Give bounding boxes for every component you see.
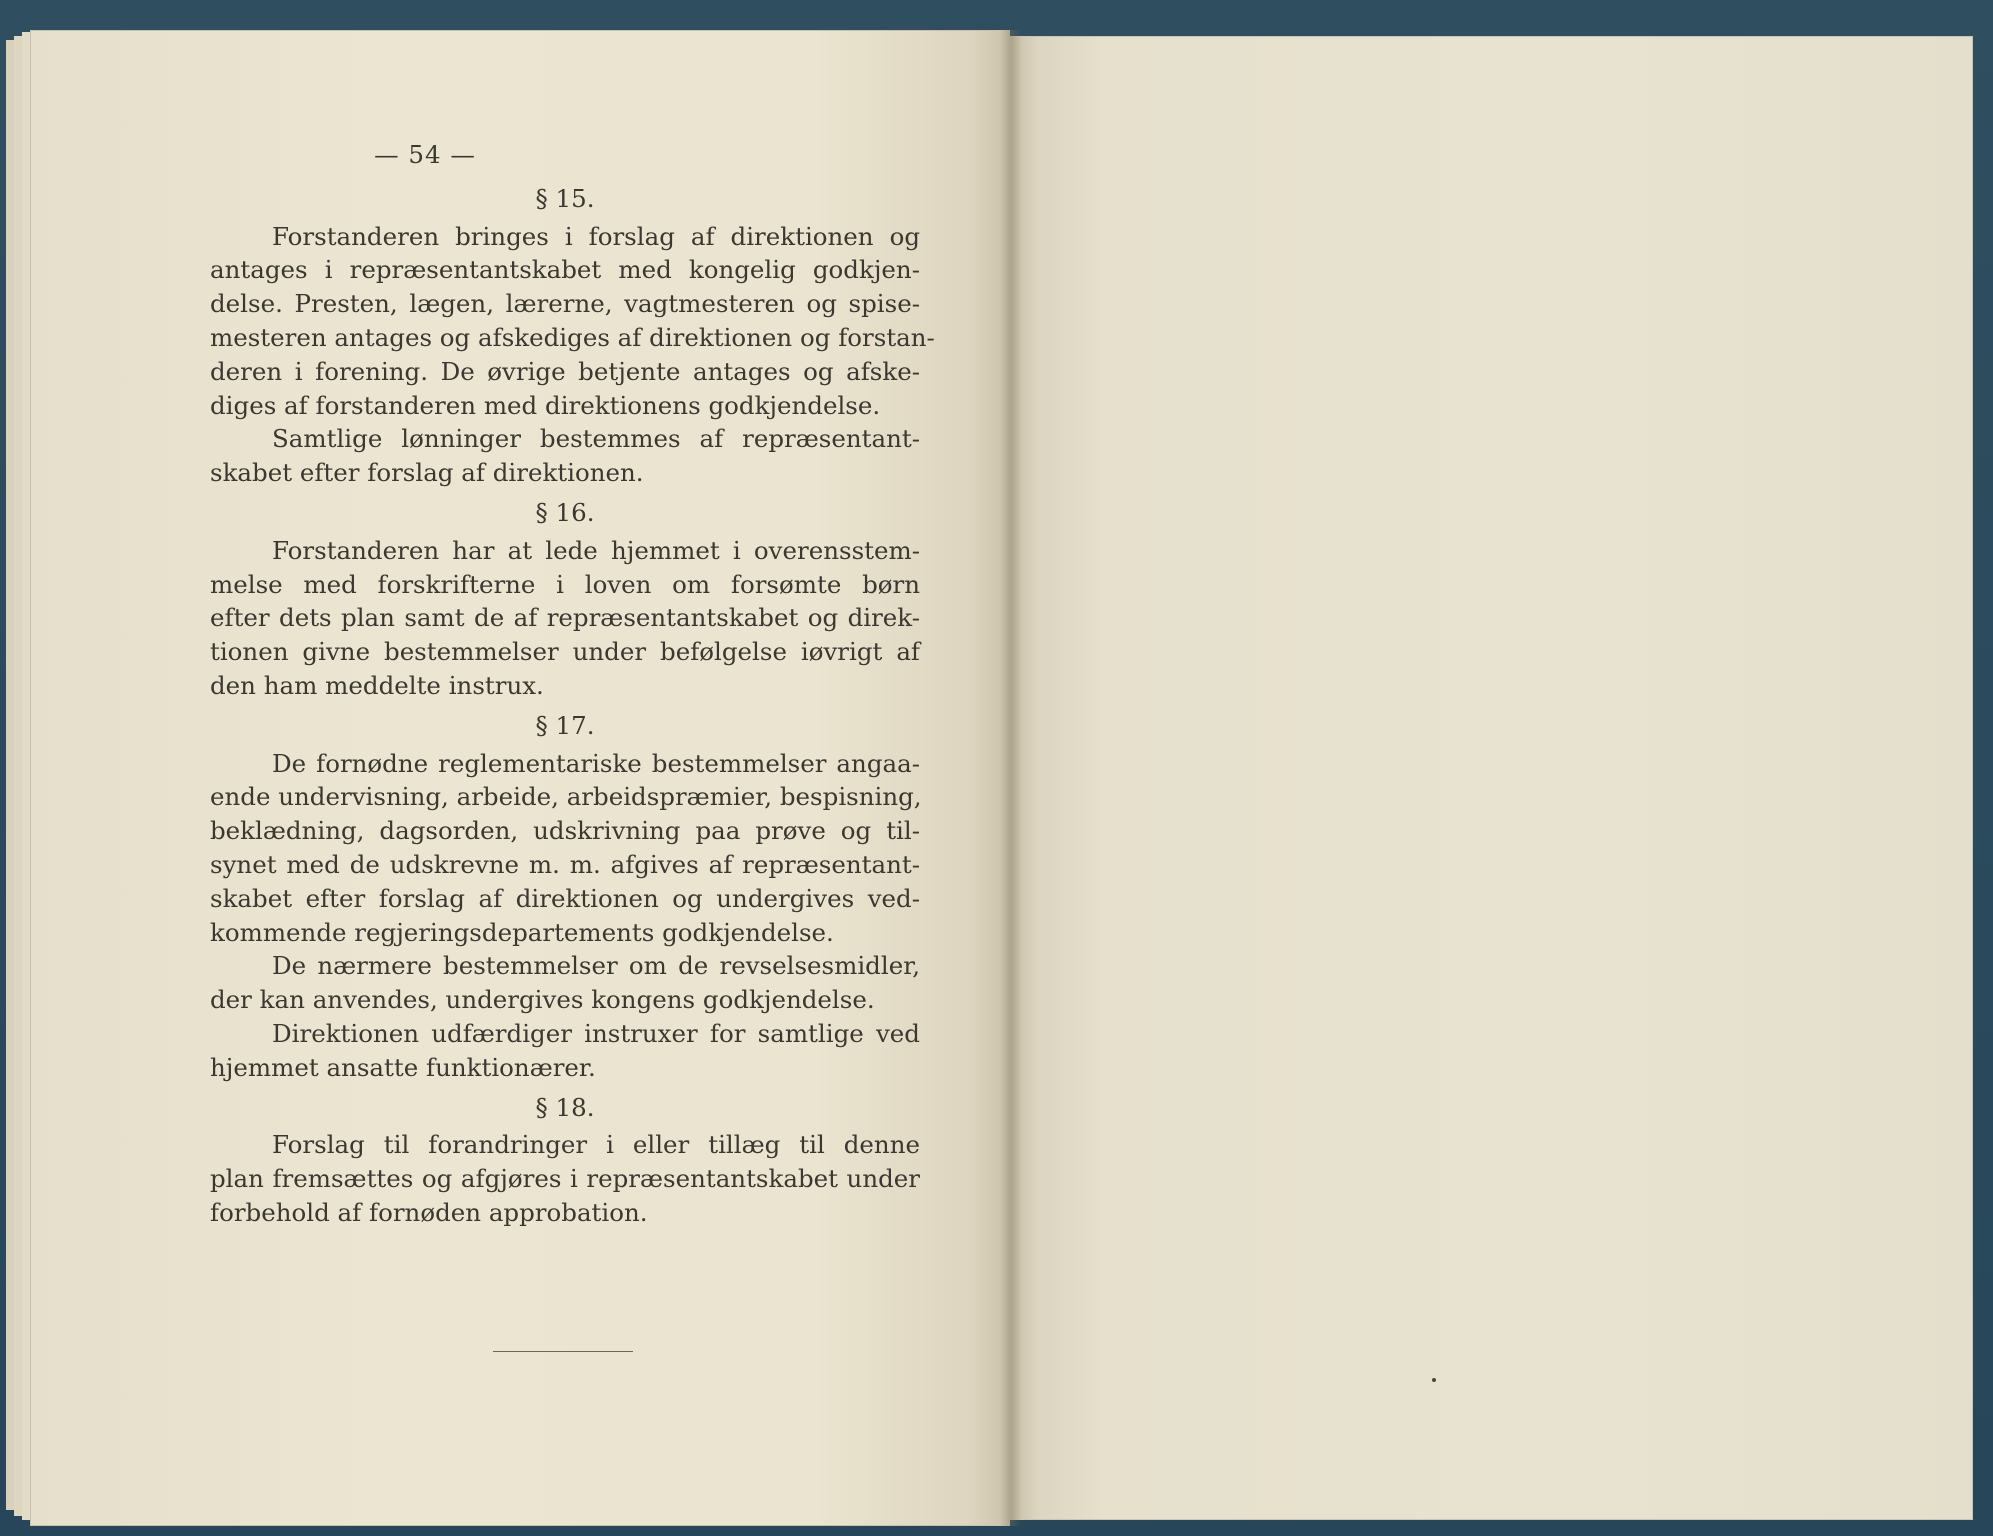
page-text bbox=[210, 138, 935, 1230]
text-line: Forslag til forandringer i eller tillæg til denne bbox=[272, 1130, 920, 1160]
paragraph bbox=[210, 747, 920, 950]
paragraph bbox=[210, 422, 920, 490]
text-line: Direktionen udfærdiger instruxer for samtlige ved bbox=[272, 1018, 920, 1048]
sections-container bbox=[210, 182, 935, 1230]
paper-speck bbox=[1432, 1378, 1436, 1382]
text-line: der kan anvendes, undergives kongens godkjendelse. bbox=[210, 985, 875, 1015]
text-line: synet med de udskrevne m. m. afgives af repræsentant- bbox=[210, 849, 920, 879]
paragraph bbox=[210, 1017, 920, 1085]
paragraph bbox=[210, 534, 920, 703]
right-page-blank bbox=[1010, 36, 1973, 1520]
text-line: diges af forstanderen med direktionens godkjendelse. bbox=[210, 390, 881, 420]
text-line: ende undervisning, arbeide, arbeidspræmier, bespisning, bbox=[210, 782, 922, 812]
section-heading: § 15. bbox=[535, 183, 595, 213]
text-line: efter dets plan samt de af repræsentantskabet og direk- bbox=[210, 603, 920, 633]
text-line: De fornødne reglementariske bestemmelser angaa- bbox=[272, 748, 920, 778]
text-line: melse med forskrifterne i loven om forsømte børn bbox=[210, 569, 920, 599]
end-rule bbox=[493, 1351, 633, 1352]
section-heading: § 17. bbox=[535, 710, 595, 740]
text-line: skabet efter forslag af direktionen og undergives ved- bbox=[210, 883, 920, 913]
paragraph bbox=[210, 1128, 920, 1229]
text-line: De nærmere bestemmelser om de revselsesmidler, bbox=[272, 951, 920, 981]
section-heading: § 18. bbox=[535, 1092, 595, 1122]
section-heading: § 16. bbox=[535, 497, 595, 527]
paragraph bbox=[210, 949, 920, 1017]
paragraph bbox=[210, 220, 935, 423]
text-line: mesteren antages og afskediges af direktionen og forstan- bbox=[210, 322, 935, 352]
text-line: Forstanderen har at lede hjemmet i overensstem- bbox=[272, 535, 920, 565]
text-line: Samtlige lønninger bestemmes af repræsentant- bbox=[272, 424, 920, 454]
text-line: Forstanderen bringes i forslag af direktionen og bbox=[272, 221, 920, 251]
text-line: skabet efter forslag af direktionen. bbox=[210, 458, 644, 488]
text-line: delse. Presten, lægen, lærerne, vagtmesteren og spise- bbox=[210, 289, 920, 319]
text-line: beklædning, dagsorden, udskrivning paa prøve og til- bbox=[210, 816, 920, 846]
text-line: tionen givne bestemmelser under befølgelse iøvrigt af bbox=[210, 637, 920, 667]
text-line: hjemmet ansatte funktionærer. bbox=[210, 1052, 596, 1082]
text-line: antages i repræsentantskabet med kongelig godkjen- bbox=[210, 255, 920, 285]
text-line: den ham meddelte instrux. bbox=[210, 670, 544, 700]
text-line: forbehold af fornøden approbation. bbox=[210, 1197, 648, 1227]
text-line: deren i forening. De øvrige betjente antages og afske- bbox=[210, 356, 920, 386]
text-line: plan fremsættes og afgjøres i repræsentantskabet under bbox=[210, 1164, 920, 1194]
page-number: — 54 — bbox=[374, 140, 476, 169]
text-line: kommende regjeringsdepartements godkjendelse. bbox=[210, 917, 834, 947]
book-gutter bbox=[1000, 30, 1022, 1526]
